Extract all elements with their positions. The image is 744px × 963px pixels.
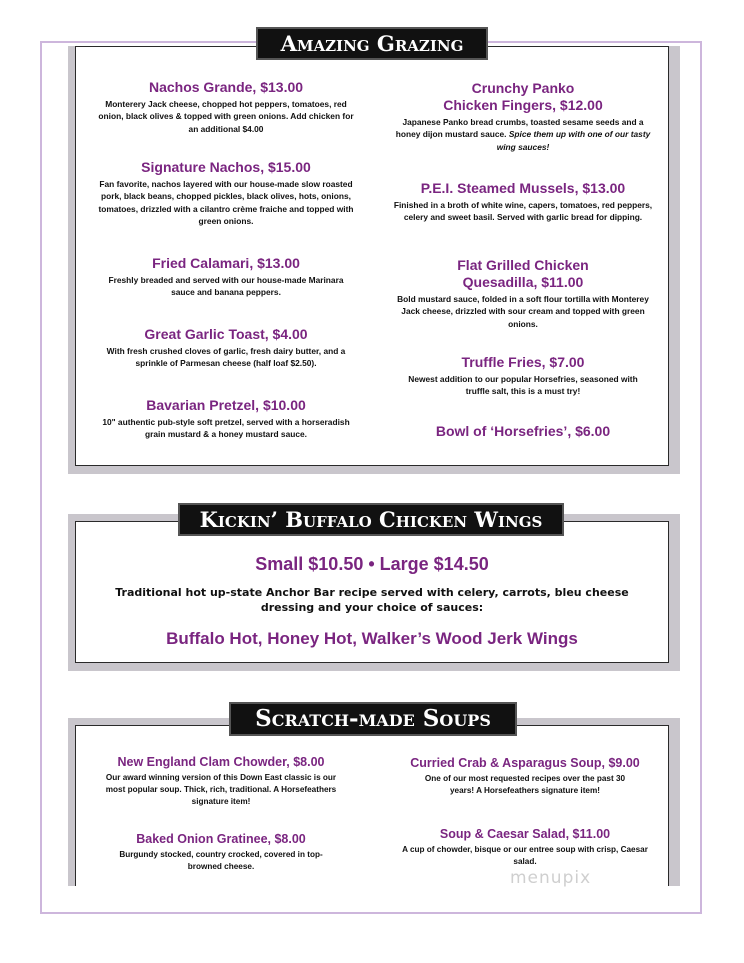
menu-item-bavarian-pretzel bbox=[92, 397, 360, 441]
menu-item-nachos-grande bbox=[92, 79, 360, 135]
item-description: Our award winning version of this Down East classic is our most popular soup. Thick, rich, traditional. A Horsefeathers signature item! bbox=[105, 773, 337, 806]
menu-item-great-garlic-toast bbox=[92, 326, 360, 370]
item-description: 10" authentic pub-style soft pretzel, served with a horseradish grain mustard & a honey mustard sauce. bbox=[102, 417, 350, 440]
item-title: P.E.I. Steamed Mussels, $13.00 bbox=[420, 180, 626, 196]
menu-item-grilled-chicken-quesadilla bbox=[392, 257, 654, 330]
item-title: Great Garlic Toast, $4.00 bbox=[144, 326, 308, 342]
item-title: Soup & Caesar Salad, $11.00 bbox=[439, 827, 611, 841]
item-title: Baked Onion Gratinee, $8.00 bbox=[136, 832, 306, 846]
item-description: With fresh crushed cloves of garlic, fresh dairy butter, and a sprinkle of Parmesan cheese (half loaf $2.50). bbox=[106, 346, 346, 369]
item-title: Flat Grilled Chicken bbox=[457, 257, 589, 273]
menu-item-bowl-of-horsefries bbox=[392, 423, 654, 440]
item-description: Freshly breaded and served with our house-made Marinara sauce and banana peppers. bbox=[108, 275, 344, 298]
item-description: Fan favorite, nachos layered with our house-made slow roasted pork, black beans, chopped pickles, black olives, hots, onions, tomatoes, drizzled with a cilantro crème fraiche and topped with green onions. bbox=[98, 179, 354, 227]
item-title: Crunchy Panko bbox=[471, 80, 575, 96]
soup-item-curried-crab bbox=[392, 755, 658, 797]
item-title: Truffle Fries, $7.00 bbox=[461, 354, 585, 370]
soup-item-clam-chowder bbox=[90, 754, 352, 808]
item-description: Bold mustard sauce, folded in a soft flour tortilla with Monterey Jack cheese, drizzled with sour cream and topped with green onions. bbox=[397, 294, 649, 329]
menu-item-panko-chicken-fingers bbox=[392, 80, 654, 153]
watermark: menupix bbox=[510, 868, 592, 888]
item-description-text: Japanese Panko bread crumbs, toasted sesame seeds and a honey dijon mustard sauce. bbox=[395, 117, 644, 140]
wings-prices: Small $10.50 • Large $14.50 bbox=[255, 554, 489, 574]
item-description: Burgundy stocked, country crocked, covered in top-browned cheese. bbox=[119, 850, 323, 871]
soups-header: Scratch-made Soups bbox=[229, 702, 517, 736]
item-title: Signature Nachos, $15.00 bbox=[141, 159, 311, 175]
item-description: A cup of chowder, bisque or our entree soup with crisp, Caesar salad. bbox=[402, 845, 648, 866]
soup-item-soup-caesar-salad bbox=[392, 826, 658, 868]
item-description: Newest addition to our popular Horsefries, seasoned with truffle salt, this is a must try! bbox=[408, 374, 638, 397]
item-title: Bavarian Pretzel, $10.00 bbox=[146, 397, 306, 413]
wings-header: Kickin’ Buffalo Chicken Wings bbox=[178, 503, 564, 536]
item-title: Nachos Grande, $13.00 bbox=[148, 79, 304, 95]
item-title: New England Clam Chowder, $8.00 bbox=[117, 755, 325, 769]
item-description bbox=[392, 116, 654, 153]
grazing-header: Amazing Grazing bbox=[256, 27, 488, 60]
item-description-note: Spice them up with one of our tasty wing sauces! bbox=[496, 129, 651, 152]
item-title: Quesadilla, $11.00 bbox=[462, 274, 584, 290]
menu-item-pei-steamed-mussels bbox=[392, 180, 654, 224]
menu-item-truffle-fries bbox=[392, 354, 654, 398]
item-title: Curried Crab & Asparagus Soup, $9.00 bbox=[410, 756, 640, 770]
item-title: Fried Calamari, $13.00 bbox=[152, 255, 300, 271]
menu-item-signature-nachos bbox=[92, 159, 360, 228]
item-description: One of our most requested recipes over the past 30 years! A Horsefeathers signature item! bbox=[424, 774, 626, 795]
item-description: Finished in a broth of white wine, capers, tomatoes, red peppers, celery and sweet basil. Served with garlic bread for dipping. bbox=[393, 200, 653, 223]
item-description: Monterery Jack cheese, chopped hot peppers, tomatoes, red onion, black olives & topped with green onions. Add chicken for an additional $4.00 bbox=[98, 99, 354, 134]
wings-sauces: Buffalo Hot, Honey Hot, Walker’s Wood Jerk Wings bbox=[166, 629, 578, 648]
menu-item-fried-calamari bbox=[92, 255, 360, 299]
item-title: Bowl of ‘Horsefries’, $6.00 bbox=[435, 423, 611, 439]
item-title: Chicken Fingers, $12.00 bbox=[443, 97, 603, 113]
wings-description: Traditional hot up-state Anchor Bar recipe served with celery, carrots, bleu cheese dressing and your choice of sauces: bbox=[115, 586, 629, 614]
soup-item-baked-onion-gratinee bbox=[90, 831, 352, 873]
